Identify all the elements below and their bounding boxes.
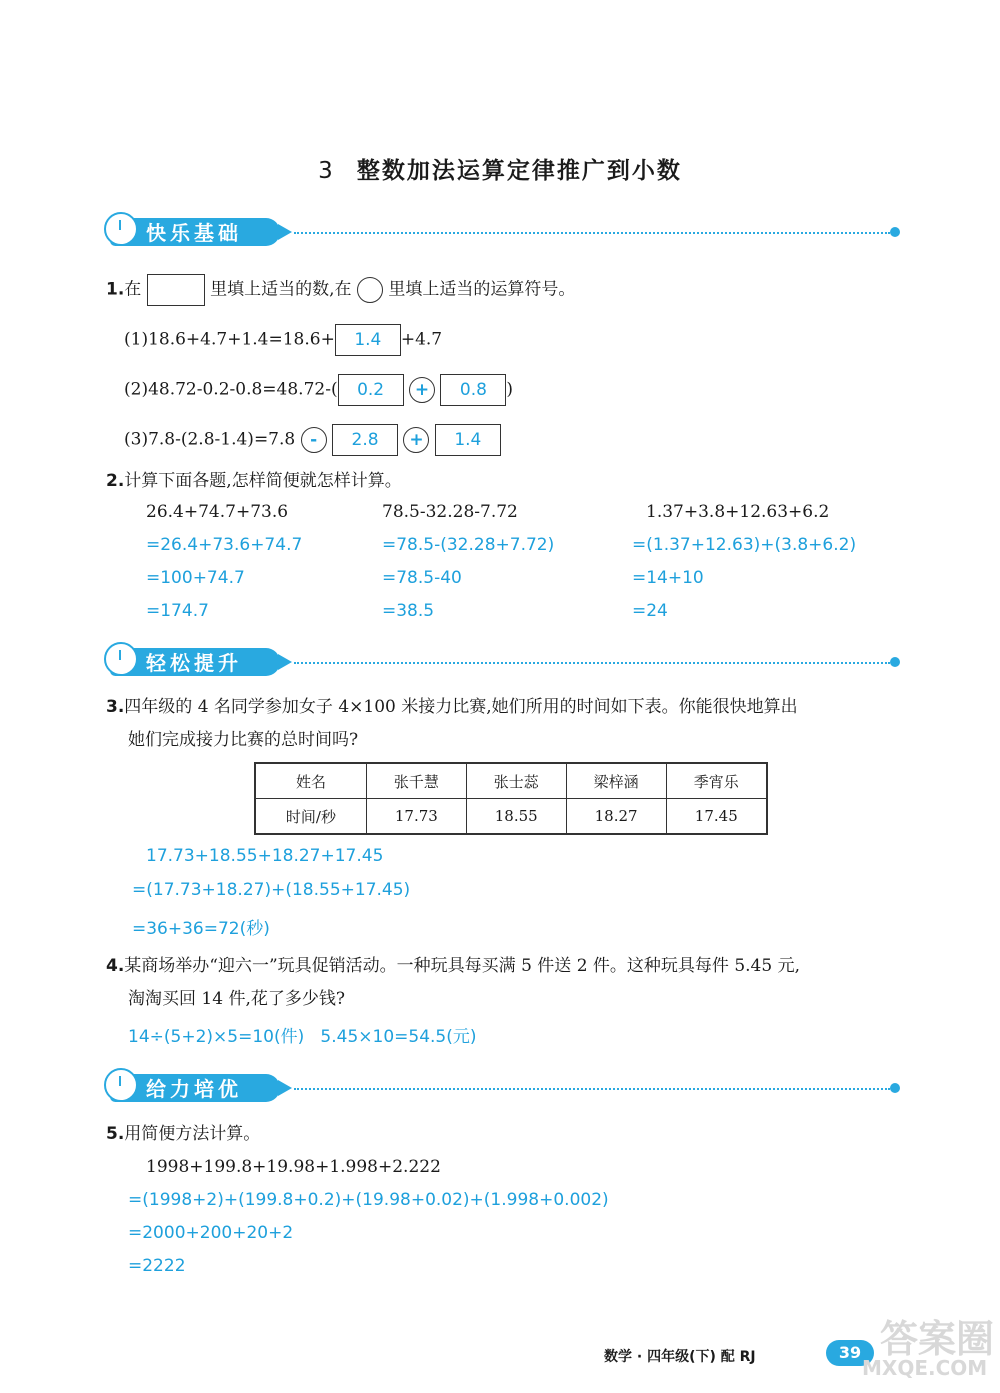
section-label: 轻松提升 [146,651,242,675]
question-4: 4.某商场举办“迎六一”玩具促销活动。一种玩具每买满 5 件送 2 件。这种玩具每件 5.45 元, [106,956,800,976]
section-label: 快乐基础 [146,221,242,245]
question-1: 1.在 里填上适当的数,在 里填上适当的运算符号。 [106,274,575,306]
table-header-cell: 姓名 [255,763,366,799]
table-cell: 17.73 [366,799,466,835]
question-2: 2.计算下面各题,怎样简便就怎样计算。 [106,471,402,491]
answer-box: 0.8 [440,374,506,406]
section-banner-advanced [104,1068,904,1108]
question-3-line-2: 她们完成接力比赛的总时间吗? [128,730,359,750]
table-cell: 17.45 [666,799,767,835]
table-header-cell: 张士蕊 [466,763,566,799]
q5-answer: =(1998+2)+(199.8+0.2)+(19.98+0.02)+(1.998+0.002) =2000+200+20+2 =2222 [128,1190,609,1276]
clock-icon [104,1068,138,1102]
table-row [255,763,767,799]
question-3: 3.四年级的 4 名同学参加女子 4×100 米接力比赛,她们所用的时间如下表。你能很快地算出 [106,697,798,717]
table-header-cell: 梁梓涵 [566,763,666,799]
q2-column-1: 26.4+74.7+73.6 =26.4+73.6+74.7 =100+74.7 =174.7 [146,502,303,621]
answer-box: 0.2 [338,374,404,406]
question-1-part-3: (3)7.8-(2.8-1.4)=7.8 - 2.8 + 1.4 [124,424,501,456]
table-cell: 18.27 [566,799,666,835]
answer-circle: - [301,427,327,453]
answer-box: 2.8 [332,424,398,456]
question-1-part-1: (1)18.6+4.7+1.4=18.6+ 1.4 +4.7 [124,324,442,356]
section-label: 给力培优 [146,1077,242,1101]
section-banner-improve [104,642,904,682]
answer-box: 1.4 [335,324,401,356]
section-banner-basic [104,212,904,252]
clock-icon [104,212,138,246]
answer-box-sample [147,274,205,306]
q3-answer: 17.73+18.55+18.27+17.45 =(17.73+18.27)+(18.55+17.45) =36+36=72(秒) [132,846,411,939]
table-cell: 时间/秒 [255,799,366,835]
table-cell: 18.55 [466,799,566,835]
watermark-url: MXQE.COM [862,1356,988,1380]
question-4-line-2: 淘淘买回 14 件,花了多少钱? [128,989,345,1009]
table-row [255,799,767,835]
answer-circle: + [409,377,435,403]
table-header-cell: 季宵乐 [666,763,767,799]
footer-book-info: 数学 · 四年级(下) 配 RJ [604,1349,756,1365]
answer-box: 1.4 [435,424,501,456]
answer-circle: + [403,427,429,453]
answer-circle-sample [357,277,383,303]
watermark-logo: 答案圈 [880,1317,995,1361]
question-1-part-2: (2)48.72-0.2-0.8=48.72-( 0.2 + 0.8 ) [124,374,513,406]
page-number: 39 [826,1340,874,1366]
q5-expression: 1998+199.8+19.98+1.998+2.222 [146,1157,441,1177]
question-5: 5.用简便方法计算。 [106,1124,261,1144]
relay-time-table [254,762,768,835]
q2-column-2: 78.5-32.28-7.72 =78.5-(32.28+7.72) =78.5-40 =38.5 [382,502,555,621]
table-header-cell: 张千慧 [366,763,466,799]
lesson-title: 整数加法运算定律推广到小数 [356,158,682,184]
q2-column-3: 1.37+3.8+12.63+6.2 =(1.37+12.63)+(3.8+6.2) =14+10 =24 [632,502,857,621]
clock-icon [104,642,138,676]
lesson-number: 3 [318,158,335,184]
q4-answer: 14÷(5+2)×5=10(件) 5.45×10=54.5(元) [128,1027,477,1047]
page-title [0,152,1000,185]
